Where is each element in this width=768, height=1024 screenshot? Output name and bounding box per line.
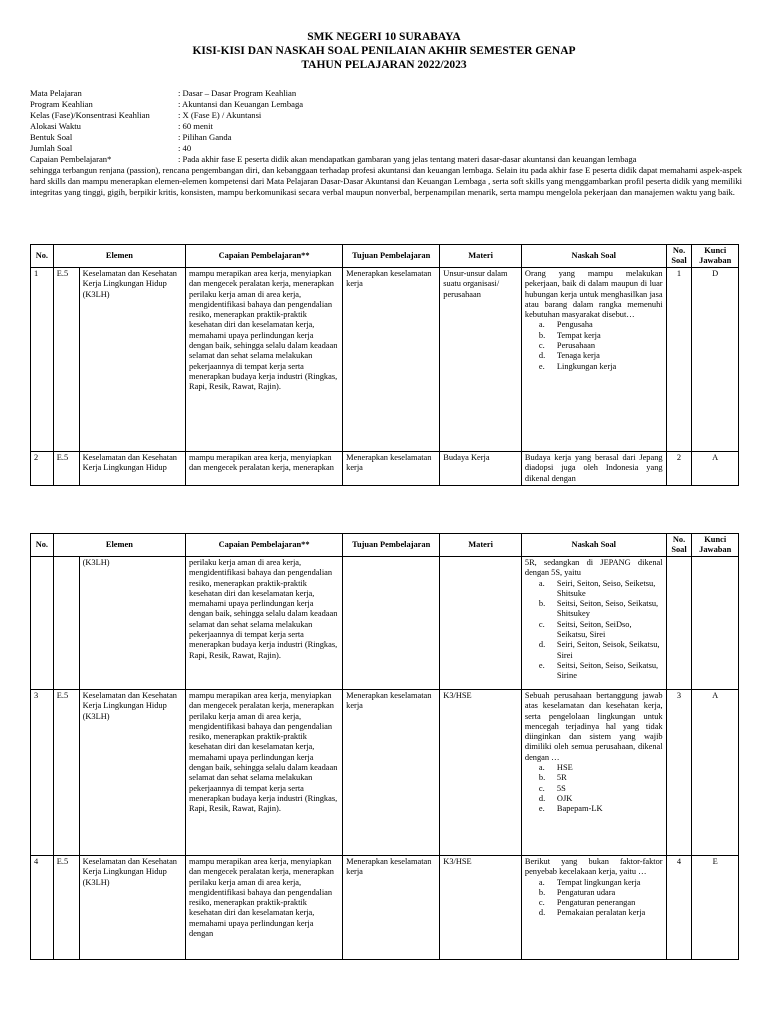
question-number: 1 xyxy=(666,268,692,452)
tujuan-cell: Menerapkan keselamatan kerja xyxy=(343,690,440,856)
info-row xyxy=(30,143,742,154)
capaian-cell: perilaku kerja aman di area kerja, mengidentifikasi bahaya dan pengendalian resiko, menerapkan praktik-praktik kesehatan diri dan keselamatan kerja, memahami upaya perlindungan kerja dengan baik, sehingga selalu dalam keadaan selamat dan sehat selama melakukan pekerjaannya di tempat kerja serta menerapkan budaya kerja industri (Ringkas, Rapi, Resik, Rawat, Rajin). xyxy=(186,557,343,690)
tujuan-cell xyxy=(343,557,440,690)
question-text: Sebuah perusahaan bertanggung jawab atas keselamatan dan kesehatan kerja, serta pengelolaan lingkungan untuk mencegah terjadinya hal yang tidak diinginkan dan sistem yang wajib dimiliki oleh semua perusahaan, dikenal dengan … xyxy=(524,691,663,762)
capaian-cell: mampu merapikan area kerja, menyiapkan dan mengecek peralatan kerja, menerapkan perilaku kerja aman di area kerja, mengidentifikasi bahaya dan pengendalian resiko, menerapkan praktik-praktik kesehatan diri dan keselamatan kerja, memahami upaya perlindungan kerja dengan baik, sehingga selalu dalam keadaan selamat dan sehat selama melakukan pekerjaannya di tempat kerja serta menerapkan budaya kerja industri (Ringkas, Rapi, Resik, Rawat, Rajin). xyxy=(186,690,343,856)
document-title: KISI-KISI DAN NASKAH SOAL PENILAIAN AKHIR SEMESTER GENAP xyxy=(192,45,576,57)
row-no: 3 xyxy=(31,690,54,856)
question-number: 4 xyxy=(666,856,692,960)
col-capaian: Capaian Pembelajaran** xyxy=(186,534,343,557)
col-naskah: Naskah Soal xyxy=(521,534,666,557)
table-row xyxy=(31,557,739,690)
answer-key: D xyxy=(692,268,739,452)
answer-option: c. 5S xyxy=(538,783,566,793)
question-cell xyxy=(521,268,666,452)
table-row xyxy=(31,268,739,452)
info-row xyxy=(30,110,742,121)
school-name: SMK NEGERI 10 SURABAYA xyxy=(307,31,461,43)
answer-option: a. Tempat lingkungan kerja xyxy=(538,877,641,887)
col-materi: Materi xyxy=(440,245,522,268)
info-label: Jumlah Soal xyxy=(30,143,73,153)
element-name: Keselamatan dan Kesehatan Kerja Lingkungan Hidup xyxy=(79,452,185,486)
info-row xyxy=(30,154,742,165)
info-label: Alokasi Waktu xyxy=(30,121,81,131)
info-row xyxy=(30,121,742,132)
col-no: No. xyxy=(31,534,54,557)
info-label: Capaian Pembelajaran* xyxy=(30,154,112,164)
info-row xyxy=(30,99,742,110)
col-materi: Materi xyxy=(440,534,522,557)
answer-option: b. 5R xyxy=(538,773,567,783)
question-text: Budaya kerja yang berasal dari Jepang diadopsi juga oleh Indonesia yang dikenal dengan xyxy=(521,452,666,486)
subject-info xyxy=(30,88,742,198)
element-code: E.5 xyxy=(53,856,79,960)
info-label: Bentuk Soal xyxy=(30,132,73,142)
element-name: Keselamatan dan Kesehatan Kerja Lingkungan Hidup (K3LH) xyxy=(79,268,185,452)
answer-option: d. OJK xyxy=(538,793,573,803)
answer-option: c. Perusahaan xyxy=(538,341,596,351)
question-number: 2 xyxy=(666,452,692,486)
answer-option: c. Seitsi, Seiton, SeiDso, Seikatsu, Sirei xyxy=(538,619,632,640)
answer-option: e. Bapepam-LK xyxy=(538,804,603,814)
answer-option: d. Seiri, Seiton, Seisok, Seikatsu, Sirei xyxy=(538,640,660,660)
table-header xyxy=(31,534,739,557)
element-code: E.5 xyxy=(53,268,79,452)
document-header xyxy=(0,30,768,72)
materi-cell xyxy=(440,557,522,690)
question-cell xyxy=(521,856,666,960)
answer-option: b. Seitsi, Seiton, Seiso, Seikatsu, Shitsukey xyxy=(538,599,659,619)
element-code xyxy=(53,557,79,690)
question-cell xyxy=(521,690,666,856)
col-capaian: Capaian Pembelajaran** xyxy=(186,245,343,268)
table-row xyxy=(31,690,739,856)
row-no: 1 xyxy=(31,268,54,452)
info-value: : X (Fase E) / Akuntansi xyxy=(178,110,262,120)
info-value: : Dasar – Dasar Program Keahlian xyxy=(178,88,297,98)
question-table xyxy=(30,244,739,486)
capaian-cell: mampu merapikan area kerja, menyiapkan dan mengecek peralatan kerja, menerapkan perilaku kerja aman di area kerja, mengidentifikasi bahaya dan pengendalian resiko, menerapkan praktik-praktik kesehatan diri dan keselamatan kerja, memahami upaya perlindungan kerja dengan xyxy=(186,856,343,960)
materi-cell: K3/HSE xyxy=(440,690,522,856)
info-value: : Akuntansi dan Keuangan Lembaga xyxy=(178,99,304,109)
capaian-cell: mampu merapikan area kerja, menyiapkan dan mengecek peralatan kerja, menerapkan xyxy=(186,452,343,486)
info-label: Program Keahlian xyxy=(30,99,93,109)
info-value: : Pada akhir fase E peserta didik akan mendapatkan gambaran yang jelas tentang materi dasar-dasar akuntansi dan keuangan lembaga xyxy=(178,154,637,164)
element-name: (K3LH) xyxy=(79,557,185,690)
answer-options xyxy=(525,878,663,919)
col-tujuan: Tujuan Pembelajaran xyxy=(343,245,440,268)
col-no-soal: No. Soal xyxy=(666,534,692,557)
answer-option: a. Pengusaha xyxy=(538,320,593,330)
answer-key: A xyxy=(692,690,739,856)
answer-options xyxy=(525,763,663,814)
materi-cell: Unsur-unsur dalam suatu organisasi/ perusahaan xyxy=(440,268,522,452)
answer-option: e. Lingkungan kerja xyxy=(538,361,617,371)
row-no xyxy=(31,557,54,690)
tujuan-cell: Menerapkan keselamatan kerja xyxy=(343,452,440,486)
answer-options xyxy=(525,320,663,371)
col-kunci: Kunci Jawaban xyxy=(692,534,739,557)
answer-option: c. Pengaturan penerangan xyxy=(538,898,636,908)
question-table xyxy=(30,533,739,960)
question-number: 3 xyxy=(666,690,692,856)
col-naskah: Naskah Soal xyxy=(521,245,666,268)
answer-key xyxy=(692,557,739,690)
capaian-cell: mampu merapikan area kerja, menyiapkan dan mengecek peralatan kerja, menerapkan perilaku kerja aman di area kerja, mengidentifikasi bahaya dan pengendalian resiko, menerapkan praktik-praktik kesehatan diri dan keselamatan kerja, memahami upaya perlindungan kerja dengan baik, sehingga selalu dalam keadaan selamat dan sehat selama melakukan pekerjaannya di tempat kerja serta menerapkan budaya kerja industri (Ringkas, Rapi, Resik, Rawat, Rajin). xyxy=(186,268,343,452)
col-elemen: Elemen xyxy=(53,245,185,268)
element-code: E.5 xyxy=(53,690,79,856)
element-name: Keselamatan dan Kesehatan Kerja Lingkungan Hidup (K3LH) xyxy=(79,690,185,856)
info-value: : 60 menit xyxy=(178,121,213,131)
question-number xyxy=(666,557,692,690)
info-label: Kelas (Fase)/Konsentrasi Keahlian xyxy=(30,110,150,120)
question-text: Orang yang mampu melakukan pekerjaan, baik di dalam maupun di luar hubungan kerja untuk menghasilkan jasa atau barang dalam rangka memenuhi kebutuhan masyarakat disebut… xyxy=(524,269,663,320)
answer-option: e. Seitsi, Seiton, Seiso, Seikatsu, Sirine xyxy=(538,660,659,681)
col-no-soal: No. Soal xyxy=(666,245,692,268)
row-no: 2 xyxy=(31,452,54,486)
row-no: 4 xyxy=(31,856,54,960)
materi-cell: K3/HSE xyxy=(440,856,522,960)
table-row xyxy=(31,452,739,486)
info-row xyxy=(30,88,742,99)
info-label: Mata Pelajaran xyxy=(30,88,82,98)
table-header xyxy=(31,245,739,268)
answer-option: b. Pengaturan udara xyxy=(538,887,616,897)
info-value: : 40 xyxy=(178,143,192,153)
answer-option: a. HSE xyxy=(538,763,573,773)
col-kunci: Kunci Jawaban xyxy=(692,245,739,268)
academic-year: TAHUN PELAJARAN 2022/2023 xyxy=(301,59,467,71)
answer-option: d. Pemakaian peralatan kerja xyxy=(538,908,646,918)
tujuan-cell: Menerapkan keselamatan kerja xyxy=(343,856,440,960)
info-row xyxy=(30,132,742,143)
col-no: No. xyxy=(31,245,54,268)
question-cell xyxy=(521,557,666,690)
answer-option: d. Tenaga kerja xyxy=(538,351,600,361)
element-code: E.5 xyxy=(53,452,79,486)
tujuan-cell: Menerapkan keselamatan kerja xyxy=(343,268,440,452)
answer-option: a. Seiri, Seiton, Seiso, Seiketsu, Shitsuke xyxy=(538,578,656,598)
answer-key: A xyxy=(692,452,739,486)
materi-cell: Budaya Kerja xyxy=(440,452,522,486)
element-name: Keselamatan dan Kesehatan Kerja Lingkungan Hidup (K3LH) xyxy=(79,856,185,960)
answer-option: b. Tempat kerja xyxy=(538,330,601,340)
table-row xyxy=(31,856,739,960)
col-tujuan: Tujuan Pembelajaran xyxy=(343,534,440,557)
question-text: Berikut yang bukan faktor-faktor penyebab kecelakaan kerja, yaitu … xyxy=(524,857,663,877)
question-text: 5R, sedangkan di JEPANG dikenal dengan 5S, yaitu xyxy=(524,558,663,578)
col-elemen: Elemen xyxy=(53,534,185,557)
info-value: : Pilihan Ganda xyxy=(178,132,232,142)
answer-options xyxy=(525,579,663,682)
capaian-description: sehingga terbangun renjana (passion), rencana pengembangan diri, dan kebanggaan terhadap profesi akuntansi dan keuangan lembaga. Selain itu pada akhir fase E peserta didik dapat memahami aspek-aspek hard skills dan mampu menerapkan elemen-elemen kompetensi dari Mata Pelajaran Dasar-Dasar Akuntansi dan Keuangan Lembaga , serta soft skills yang menggambarkan profil peserta didik yang memiliki integritas yang tinggi, gigih, berpikir kritis, konsisten, mampu berkomunikasi secara verbal maupun nonverbal, berpenampilan menarik, serta mampu mengelola pekerjaan dan manajemen waktu yang baik. xyxy=(30,165,742,197)
answer-key: E xyxy=(692,856,739,960)
